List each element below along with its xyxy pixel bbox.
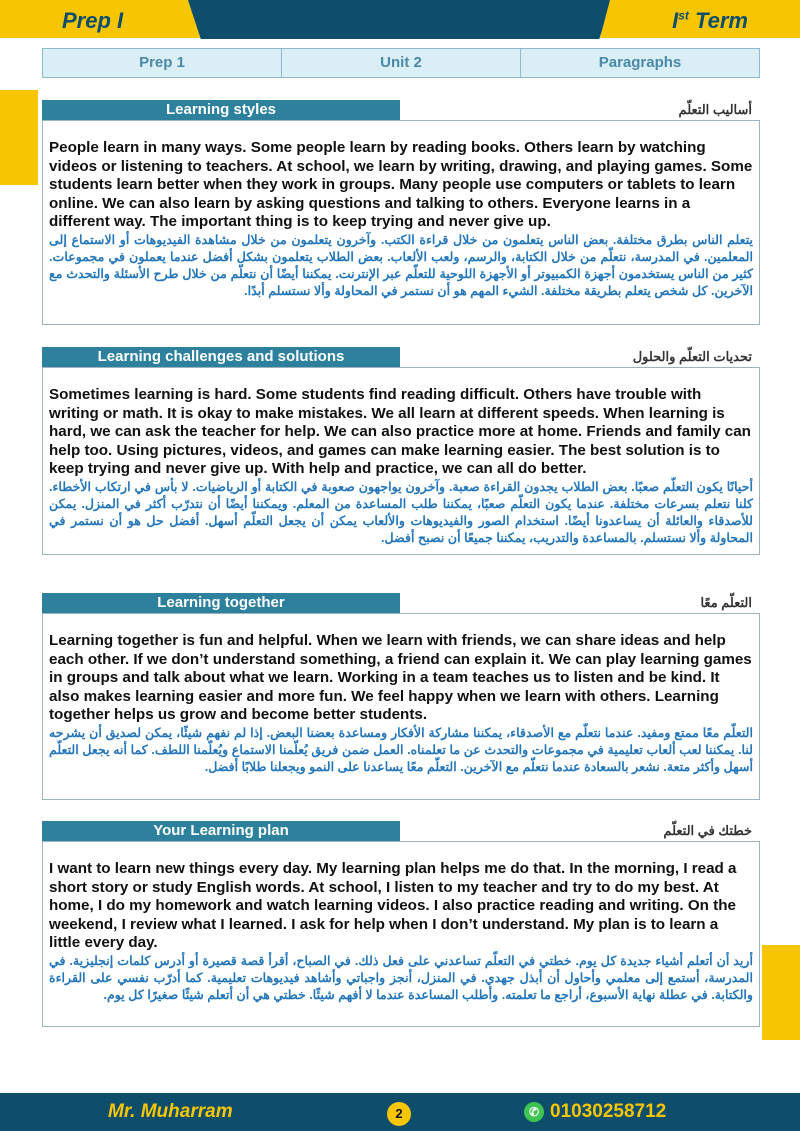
arabic-paragraph: أريد أن أتعلم أشياء جديدة كل يوم. خطتي في التعلّم تساعدني على فعل ذلك. في الصباح، أقرأ قصة قصيرة أو أدرس كلمات إنجليزية. في المدرسة، أستمع إلى معلمي وأحاول أن أبذل جهدي. في المنزل، أنجز واجباتي وأشاهد فيديوهات تعليمية. كما أدرّب نفسي على القراءة والكتابة. في عطلة نهاية الأسبوع، أراجع ما تعلمته. وأطلب المساعدة عندما لا أفهم شيئًا. خطتي هي أن أتعلم شيئًا صغيرًا كل يوم. bbox=[49, 953, 753, 1002]
phone-number: 01030258712 bbox=[550, 1101, 667, 1122]
section-title: Learning challenges and solutions bbox=[42, 347, 400, 367]
phone-contact bbox=[524, 1101, 666, 1123]
term-label: Ist Term bbox=[672, 8, 748, 33]
meta-row bbox=[42, 48, 760, 78]
section-title: Your Learning plan bbox=[42, 821, 400, 841]
section-title: Learning together bbox=[42, 593, 400, 613]
grade-label: Prep I bbox=[62, 8, 124, 33]
english-paragraph: I want to learn new things every day. My learning plan helps me do that. In the morning, I read a short story or study English words. At school, I listen to my teacher and try to do my best. At home, I do my homework and watch learning videos. I also practice reading and writing. On the weekend, I review what I learned. I ask for help when I don’t understand. My plan is to learn a little every day. bbox=[49, 860, 737, 951]
author-name: Mr. Muharram bbox=[108, 1101, 233, 1122]
arabic-paragraph: يتعلم الناس بطرق مختلفة. بعض الناس يتعلمون من خلال قراءة الكتب. وآخرون يتعلمون من خلال مشاهدة الفيديوهات أو الاستماع إلى المعلمين. في المدرسة، نتعلّم من خلال الكتابة، والرسم، ولعب الألعاب. بعض الطلاب يتعلمون بشكل أفضل عندما يعملون في مجموعات. كثير من الناس يستخدمون أجهزة الكمبيوتر أو الأجهزة اللوحية للتعلّم عبر الإنترنت. يمكننا أيضًا أن نتعلّم من خلال طرح الأسئلة والتحدث مع الآخرين. كل شخص يتعلم بطريقة مختلفة. الشيء المهم هو أن نستمر في المحاولة وألا نستسلم أبدًا. bbox=[49, 232, 753, 298]
section-title: Learning styles bbox=[42, 100, 400, 120]
side-tab-right bbox=[762, 945, 800, 1040]
section-title-arabic: أساليب التعلّم bbox=[678, 102, 752, 117]
section-box bbox=[42, 120, 760, 325]
section-title-arabic: التعلّم معًا bbox=[700, 595, 752, 610]
arabic-paragraph: التعلّم معًا ممتع ومفيد. عندما نتعلّم مع الأصدقاء، يمكننا مشاركة الأفكار ومساعدة بعضنا البعض. إذا لم نفهم شيئًا، يمكن لصديق أن يشرحه لنا. يمكننا لعب ألعاب تعليمية في مجموعات والتحدث عن ما تعلمناه. العمل ضمن فريق يُعلّمنا الاستماع ويُعلّمنا اللطف. كما أنه يجعل التعلّم أسهل وأكثر متعة. نشعر بالسعادة عندما نتعلّم مع الآخرين. التعلّم معًا يساعدنا على النمو ويجعلنا طلابًا أفضل. bbox=[49, 725, 753, 774]
english-paragraph: People learn in many ways. Some people learn by reading books. Others learn by watching videos or listening to teachers. At school, we learn by writing, drawing, and playing games. Some students learn better when they work in groups. Many people use computers or tablets to learn online. We can also learn by asking questions and talking to others. Everyone learns in a different way. The important thing is to keep trying and never give up. bbox=[49, 139, 753, 230]
section-title-arabic: تحديات التعلّم والحلول bbox=[632, 349, 752, 364]
page-number: 2 bbox=[387, 1102, 411, 1126]
footer bbox=[0, 1093, 800, 1131]
meta-grade: Prep 1 bbox=[43, 49, 282, 77]
meta-type: Paragraphs bbox=[598, 54, 682, 71]
section-title-arabic: خطتك في التعلّم bbox=[663, 823, 752, 838]
side-tab-left bbox=[0, 90, 38, 185]
header-center-band bbox=[188, 0, 612, 39]
section-box bbox=[42, 367, 760, 555]
english-paragraph: Learning together is fun and helpful. When we learn with friends, we can share ideas and help each other. If we don’t understand something, a friend can explain it. We can play learning games in groups and talk about what we learn. Working in a team teaches us to listen and be kind. It also makes learning easier and more fun. We feel happy when we learn with others. Learning together helps us grow and become better students. bbox=[49, 632, 752, 723]
whatsapp-icon: ✆ bbox=[524, 1102, 544, 1122]
meta-unit: Unit 2 bbox=[282, 49, 521, 77]
section-box bbox=[42, 841, 760, 1027]
section-box bbox=[42, 613, 760, 800]
arabic-paragraph: أحيانًا يكون التعلّم صعبًا. بعض الطلاب يجدون القراءة صعبة. وآخرون يواجهون صعوبة في الكتابة أو الرياضيات. لا بأس في ارتكاب الأخطاء. كلنا نتعلم بسرعات مختلفة. عندما يكون التعلّم صعبًا، يمكننا طلب المساعدة من المعلم. ويمكننا أيضًا أن نتدرّب أكثر في المنزل. يمكن للأصدقاء والعائلة أن يساعدونا أيضًا. استخدام الصور والفيديوهات والألعاب يمكن أن يجعل التعلّم أسهل. أفضل حل هو أن نستمر في المحاولة وألا نستسلم. بالمساعدة والتدريب، يمكننا جميعًا أن نصبح أفضل. bbox=[49, 479, 753, 545]
english-paragraph: Sometimes learning is hard. Some students find reading difficult. Others have trouble with writing or math. It is okay to make mistakes. We all learn at different speeds. When learning is hard, we can ask the teacher for help. We can also practice more at home. Friends and family can help too. Using pictures, videos, and games can make learning easier. The best solution is to keep trying and never give up. With help and practice, we can all do better. bbox=[49, 386, 751, 477]
